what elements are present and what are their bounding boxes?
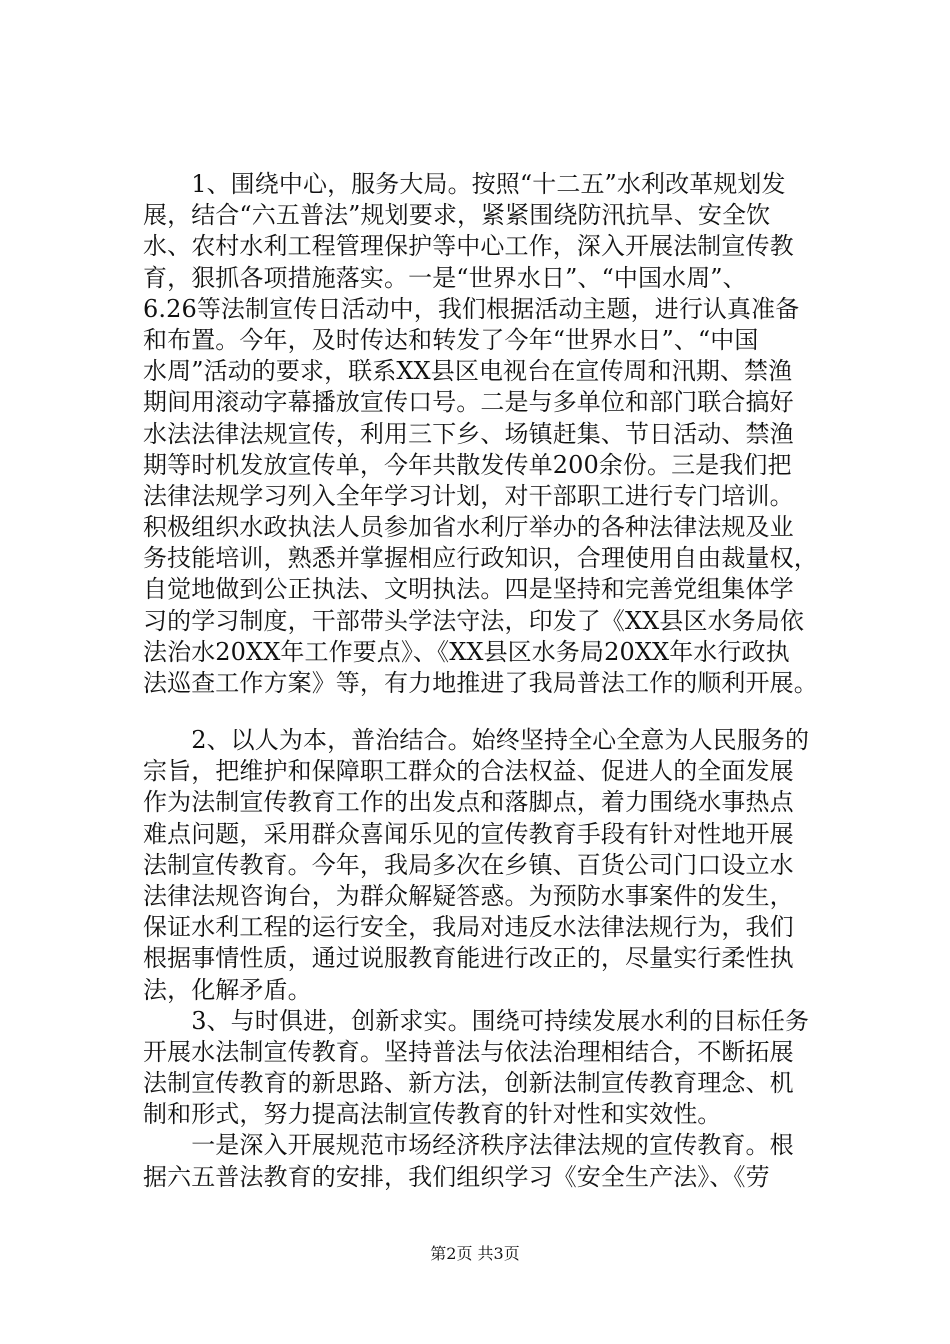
text-line: 积极组织水政执法人员参加省水利厅举办的各种法律法规及业	[143, 513, 794, 542]
text-line: 制和形式，努力提高法制宣传教育的针对性和实效性。	[143, 1100, 722, 1129]
text-line: 6.26等法制宣传日活动中，我们根据活动主题，进行认真准备	[143, 294, 800, 323]
text-line: 宗旨，把维护和保障职工群众的合法权益、促进人的全面发展	[143, 757, 794, 786]
text-line: 法律法规咨询台，为群众解疑答惑。为预防水事案件的发生，	[143, 881, 794, 910]
text-line: 法治水20XX年工作要点》、《XX县区水务局20XX年水行政执	[143, 637, 790, 666]
text-line: 2、以人为本，普治结合。始终坚持全心全意为人民服务的	[143, 726, 810, 754]
text-line: 法，化解矛盾。	[143, 975, 312, 1004]
text-line: 期等时机发放宣传单，今年共散发传单200余份。三是我们把	[143, 450, 792, 479]
text-line: 期间用滚动字幕播放宣传口号。二是与多单位和部门联合搞好	[143, 388, 794, 417]
text-line: 法制宣传教育的新思路、新方法，创新法制宣传教育理念、机	[143, 1069, 794, 1098]
text-line: 据六五普法教育的安排，我们组织学习《安全生产法》、《劳	[143, 1162, 770, 1191]
text-line: 展，结合“六五普法”规划要求，紧紧围绕防汛抗旱、安全饮	[143, 201, 771, 230]
text-line: 自觉地做到公正执法、文明执法。四是坚持和完善党组集体学	[143, 575, 794, 604]
text-line: 作为法制宣传教育工作的出发点和落脚点，着力围绕水事热点	[143, 788, 794, 817]
text-line: 法制宣传教育。今年，我局多次在乡镇、百货公司门口设立水	[143, 850, 794, 879]
paragraph-2	[143, 725, 843, 1193]
text-line: 保证水利工程的运行安全，我局对违反水法律法规行为，我们	[143, 913, 794, 942]
text-line: 水法法律法规宣传，利用三下乡、场镇赶集、节日活动、禁渔	[143, 419, 794, 448]
text-line: 法巡查工作方案》等，有力地推进了我局普法工作的顺利开展。	[143, 669, 818, 697]
text-line: 难点问题，采用群众喜闻乐见的宣传教育手段有针对性地开展	[143, 819, 794, 848]
text-line: 一是深入开展规范市场经济秩序法律法规的宣传教育。根	[143, 1131, 794, 1160]
paragraph-1	[143, 169, 843, 699]
text-line: 水、农村水利工程管理保护等中心工作，深入开展法制宣传教	[143, 232, 794, 261]
text-line: 育，狠抓各项措施落实。一是“世界水日”、“中国水周”、	[143, 263, 747, 292]
text-line: 1、围绕中心，服务大局。按照“十二五”水利改革规划发	[143, 170, 786, 198]
text-line: 务技能培训，熟悉并掌握相应行政知识，合理使用自由裁量权，	[143, 544, 818, 573]
text-line: 开展水法制宣传教育。坚持普法与依法治理相结合，不断拓展	[143, 1037, 794, 1066]
text-line: 习的学习制度，干部带头学法守法，印发了《XX县区水务局依	[143, 606, 804, 635]
text-line: 水周”活动的要求，联系XX县区电视台在宣传周和汛期、禁渔	[143, 357, 793, 386]
text-line: 和布置。今年，及时传达和转发了今年“世界水日”、“中国	[143, 325, 759, 354]
text-line: 法律法规学习列入全年学习计划，对干部职工进行专门培训。	[143, 481, 794, 510]
text-line: 3、与时俱进，创新求实。围绕可持续发展水利的目标任务	[143, 1006, 810, 1035]
text-line: 根据事情性质，通过说服教育能进行改正的，尽量实行柔性执	[143, 944, 794, 973]
page-footer: 第2页 共3页	[430, 1244, 520, 1263]
